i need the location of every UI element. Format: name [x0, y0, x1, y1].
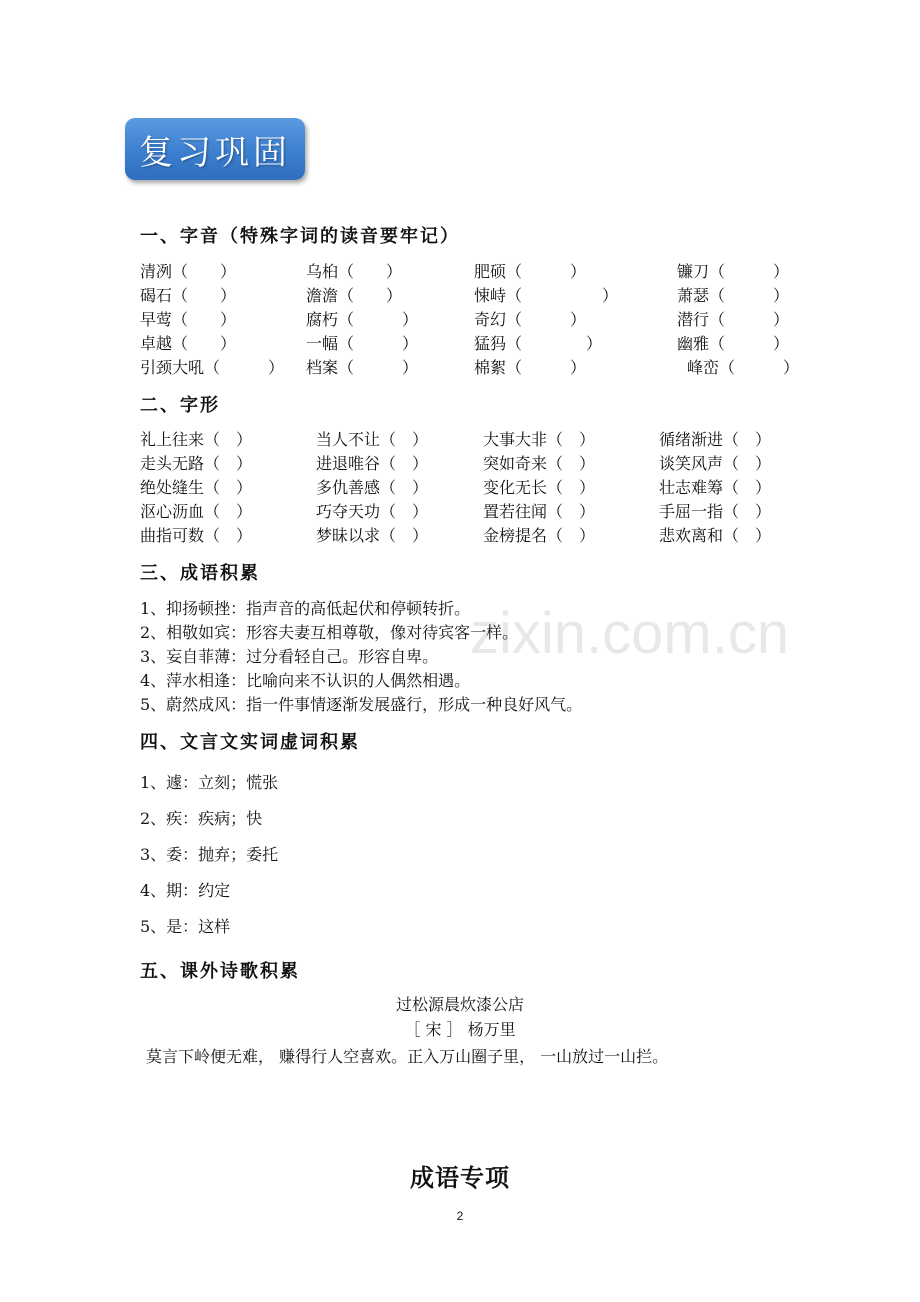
pronunciation-item: 镰刀（ ） [677, 262, 790, 281]
pronunciation-item: 猛犸（ ） [474, 334, 603, 353]
pronunciation-item: 潜行（ ） [677, 310, 790, 329]
glyph-row [140, 523, 800, 547]
pronunciation-item: 清冽（ ） [140, 262, 237, 281]
idiom-item: 2、相敬如宾：形容夫妻互相尊敬，像对待宾客一样。 [140, 623, 519, 642]
banner-title: 复习巩固 [139, 132, 291, 173]
pronunciation-row [140, 331, 800, 355]
glyph-item: 变化无长（ ） [483, 478, 596, 497]
glyph-item: 突如奇来（ ） [483, 454, 596, 473]
pronunciation-row [140, 259, 800, 283]
heading-classical: 四、文言文实词虚词积累 [140, 732, 360, 753]
glyph-item: 梦昧以求（ ） [316, 526, 429, 545]
glyph-item: 进退唯谷（ ） [316, 454, 429, 473]
glyph-row [140, 499, 800, 523]
heading-pronunciation: 一、字音（特殊字词的读音要牢记） [140, 226, 460, 247]
poem-body: 莫言下岭便无难， 赚得行人空喜欢。正入万山圈子里， 一山放过一山拦。 [146, 1047, 669, 1066]
pronunciation-item: 碣石（ ） [140, 286, 237, 305]
classical-item: 2、疾：疾病；快 [140, 809, 263, 828]
pronunciation-item: 档案（ ） [306, 358, 419, 377]
pronunciation-row [140, 283, 800, 307]
pronunciation-item: 腐朽（ ） [306, 310, 419, 329]
pronunciation-item: 峰峦（ ） [687, 358, 800, 377]
heading-glyphs: 二、字形 [140, 395, 220, 416]
glyph-item: 壮志难筹（ ） [659, 478, 772, 497]
section-banner [125, 118, 305, 180]
classical-item: 3、委：抛弃；委托 [140, 845, 279, 864]
pronunciation-item: 澹澹（ ） [306, 286, 403, 305]
pronunciation-item: 奇幻（ ） [474, 310, 587, 329]
classical-item: 1、遽：立刻；慌张 [140, 773, 279, 792]
pronunciation-item: 棉絮（ ） [474, 358, 587, 377]
pronunciation-item: 乌桕（ ） [306, 262, 403, 281]
classical-item: 4、期：约定 [140, 881, 231, 900]
glyph-item: 沤心沥血（ ） [140, 502, 253, 521]
glyph-item: 礼上往来（ ） [140, 430, 253, 449]
pronunciation-item: 悚峙（ ） [474, 286, 619, 305]
watermark: zixin.com.cn [470, 601, 790, 666]
page-number: 2 [456, 1209, 464, 1223]
heading-poetry: 五、课外诗歌积累 [140, 961, 300, 982]
pronunciation-item: 卓越（ ） [140, 334, 237, 353]
idiom-item: 1、抑扬顿挫：指声音的高低起伏和停顿转折。 [140, 599, 471, 618]
glyph-item: 绝处缝生（ ） [140, 478, 253, 497]
classical-item: 5、是：这样 [140, 917, 231, 936]
glyph-item: 曲指可数（ ） [140, 526, 253, 545]
glyph-item: 循绪渐进（ ） [659, 430, 772, 449]
glyph-item: 走头无路（ ） [140, 454, 253, 473]
pronunciation-item: 肥硕（ ） [474, 262, 587, 281]
poem-title: 过松源晨炊漆公店 [395, 995, 524, 1014]
glyph-item: 谈笑风声（ ） [659, 454, 772, 473]
idiom-item: 5、蔚然成风：指一件事情逐渐发展盛行，形成一种良好风气。 [140, 695, 583, 714]
glyph-item: 当人不让（ ） [316, 430, 429, 449]
pronunciation-item: 幽雅（ ） [677, 334, 790, 353]
glyph-item: 巧夺天功（ ） [316, 502, 429, 521]
pronunciation-row [140, 355, 800, 379]
next-section-title: 成语专项 [410, 1163, 510, 1192]
glyph-item: 悲欢离和（ ） [659, 526, 772, 545]
glyph-item: 多仇善感（ ） [316, 478, 429, 497]
pronunciation-item: 一幅（ ） [306, 334, 419, 353]
pronunciation-item: 引颈大吼（ ） [140, 358, 285, 377]
heading-idioms: 三、成语积累 [140, 563, 260, 584]
glyph-item: 金榜提名（ ） [483, 526, 596, 545]
pronunciation-item: 早莺（ ） [140, 310, 237, 329]
glyph-row [140, 475, 800, 499]
glyph-row [140, 427, 800, 451]
glyph-item: 手屈一指（ ） [659, 502, 772, 521]
poem-author: ［ 宋 ］ 杨万里 [404, 1020, 516, 1039]
pronunciation-item: 萧瑟（ ） [677, 286, 790, 305]
glyph-item: 大事大非（ ） [483, 430, 596, 449]
glyph-item: 置若往闻（ ） [483, 502, 596, 521]
idiom-item: 3、妄自菲薄：过分看轻自己。形容自卑。 [140, 647, 439, 666]
pronunciation-row [140, 307, 800, 331]
glyph-row [140, 451, 800, 475]
idiom-item: 4、萍水相逢：比喻向来不认识的人偶然相遇。 [140, 671, 471, 690]
